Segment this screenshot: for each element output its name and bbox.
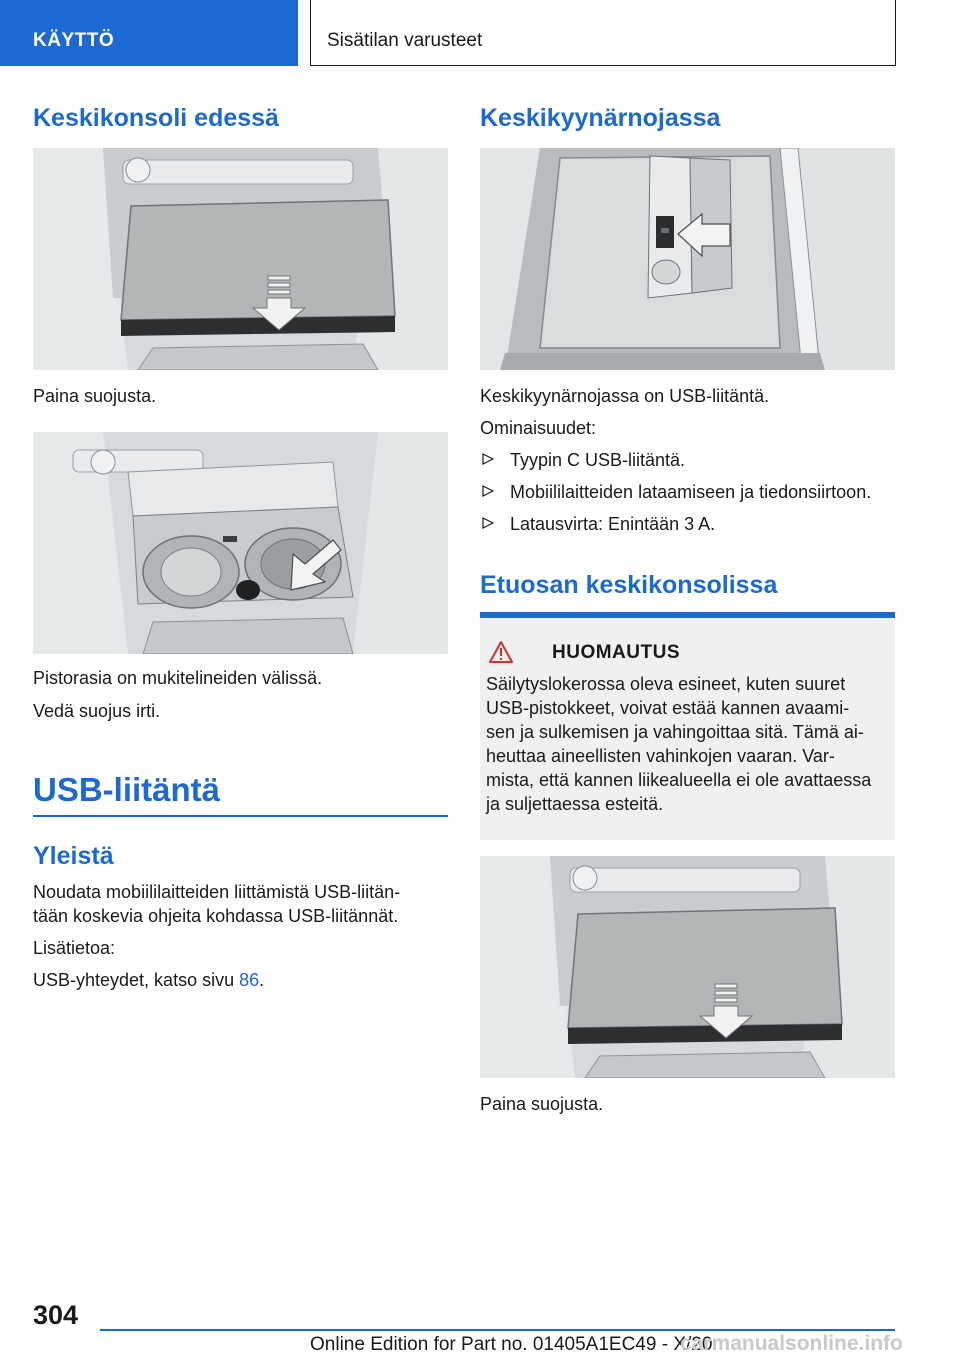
usb-reference-page-link[interactable]: 86 xyxy=(239,970,260,990)
usb-reference xyxy=(33,968,264,992)
photo-socket-cupholders xyxy=(33,432,448,654)
footer-divider xyxy=(100,1329,895,1331)
usb-reference-text: USB-yhteydet, katso sivu xyxy=(33,970,240,990)
photo-console-cover-2 xyxy=(480,856,895,1078)
notice-box xyxy=(480,618,895,840)
heading-general: Yleistä xyxy=(33,842,114,870)
triangle-right-icon xyxy=(482,453,494,465)
heading-front-console: Keskikonsoli edessä xyxy=(33,104,279,132)
general-text-line2: tään koskevia ohjeita kohdassa USB-liitännät. xyxy=(33,906,399,926)
caption-socket-location: Pistorasia on mukitelineiden välissä. xyxy=(33,668,323,688)
notice-line: Säilytyslokerossa oleva esineet, kuten suuret xyxy=(486,674,846,694)
notice-line: heuttaa aineellisten vahinkojen vaaran. Var- xyxy=(486,746,835,766)
footer-edition: Online Edition for Part no. 01405A1EC49 - X/20 xyxy=(310,1334,713,1355)
notice-line: mista, että kannen liikealueella ei ole avattaessa xyxy=(486,770,872,790)
header-section-tab xyxy=(0,0,298,66)
divider-usb xyxy=(33,815,448,817)
features-label: Ominaisuudet: xyxy=(480,418,597,438)
warning-triangle-icon xyxy=(488,640,514,664)
heading-front-center-console: Etuosan keskikonsolissa xyxy=(480,571,778,599)
caption-pull-cover: Vedä suojus irti. xyxy=(33,701,161,721)
feature-text: Latausvirta: Enintään 3 A. xyxy=(510,514,716,534)
triangle-right-icon xyxy=(482,517,494,529)
photo-console-cover xyxy=(33,148,448,370)
header-section-label: KÄYTTÖ xyxy=(33,30,115,51)
caption-press-cover-2: Paina suojusta. xyxy=(480,1094,604,1114)
feature-text: Tyypin C USB-liitäntä. xyxy=(510,450,686,470)
general-text-line1: Noudata mobiililaitteiden liittämistä USB-liitän- xyxy=(33,882,401,902)
notice-line: ja suljettaessa esteitä. xyxy=(486,794,664,814)
photo-armrest-usb xyxy=(480,148,895,370)
usb-reference-end: . xyxy=(259,970,265,990)
page-number: 304 xyxy=(33,1300,79,1330)
notice-line: USB-pistokkeet, voivat estää kannen avaami- xyxy=(486,698,850,718)
notice-line: sen ja sulkemisen ja vahingoittaa sitä. Tämä ai- xyxy=(486,722,864,742)
notice-title: HUOMAUTUS xyxy=(552,642,680,663)
triangle-right-icon xyxy=(482,485,494,497)
feature-text: Mobiililaitteiden lataamiseen ja tiedonsiirtoon. xyxy=(510,482,872,502)
caption-press-cover: Paina suojusta. xyxy=(33,386,157,406)
more-info-label: Lisätietoa: xyxy=(33,938,116,958)
heading-armrest: Keskikyynärnojassa xyxy=(480,104,721,132)
notice-body xyxy=(486,672,891,816)
footer-watermark: carmanualsonline.info xyxy=(680,1332,903,1355)
header-title-box xyxy=(310,0,896,66)
armrest-text: Keskikyynärnojassa on USB-liitäntä. xyxy=(480,386,770,406)
heading-usb-port: USB-liitäntä xyxy=(33,771,221,808)
header-title: Sisätilan varusteet xyxy=(327,30,483,51)
